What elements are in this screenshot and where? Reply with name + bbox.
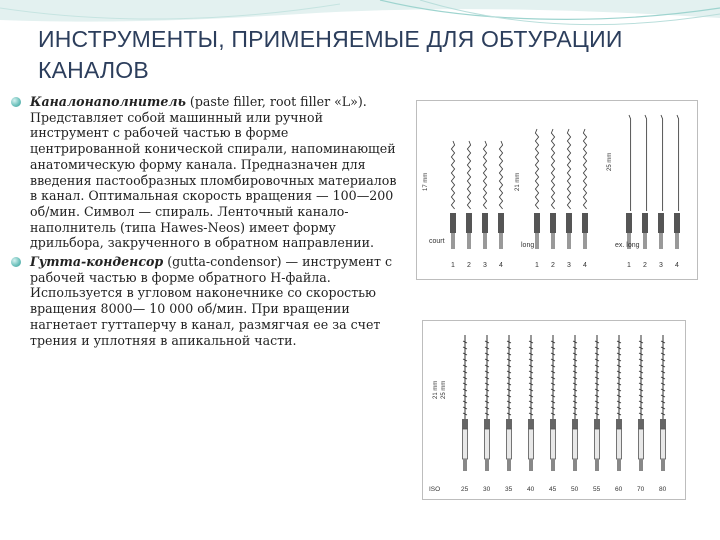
root-filler-instrument [498, 141, 504, 249]
number-label: 3 [659, 262, 663, 269]
number-label: 3 [567, 262, 571, 269]
gutta-condensor-instrument [616, 335, 622, 471]
iso-size: 40 [527, 486, 535, 493]
term-root-filler: Каналонаполнитель [30, 94, 186, 109]
gutta-condensor-instrument [572, 335, 578, 471]
root-filler-instrument [582, 129, 588, 249]
root-filler-instrument [482, 141, 488, 249]
gutta-condensor-instrument [660, 335, 666, 471]
list-item [10, 254, 402, 348]
iso-size: 25 [461, 486, 469, 493]
gutta-condensor-instrument [594, 335, 600, 471]
root-filler-instrument [658, 115, 664, 249]
root-filler-drawing [417, 101, 697, 279]
measure-21mm: 21 mm [433, 380, 439, 399]
measure-17mm: 17 mm [423, 172, 429, 191]
measure-25mm: 25 mm [441, 380, 447, 399]
iso-size: 45 [549, 486, 557, 493]
iso-size: 55 [593, 486, 601, 493]
number-label: 4 [583, 262, 587, 269]
root-filler-instrument [550, 129, 556, 249]
slide-body [10, 94, 402, 351]
root-filler-illustration [416, 100, 698, 280]
iso-size: 70 [637, 486, 645, 493]
root-filler-instrument [626, 115, 632, 249]
label-court: court [429, 238, 445, 245]
number-label: 4 [499, 262, 503, 269]
label-long: long [521, 242, 535, 249]
iso-size: 35 [505, 486, 513, 493]
gutta-condensor-instrument [638, 335, 644, 471]
iso-label: ISO [429, 486, 441, 493]
root-filler-instrument [450, 141, 456, 249]
gutta-condensor-drawing [423, 321, 685, 499]
gutta-condensor-instrument [528, 335, 534, 471]
gutta-condensor-instrument [484, 335, 490, 471]
root-filler-instrument [642, 115, 648, 249]
gutta-condensor-illustration [422, 320, 686, 500]
description-root-filler: (paste filler, root filler «L»). Представляет собой машинный или ручной инструмент с рабочей частью в форме центрированной конической спирали, напоминающей анатомическую форму канала. Предназначен для введения пастообразных пломбировочных материалов в канал. Оптимальная скорость вращения — 100—200 об/мин. Символ — спираль. Ленточный канало-наполнитель (типа Hawes-Neos) имеет форму дрильбора, закрученного в обратном направлении. [30, 94, 397, 251]
gutta-condensor-instrument [506, 335, 512, 471]
gutta-condensor-instrument [550, 335, 556, 471]
measure-25mm: 25 mm [607, 152, 613, 171]
number-label: 1 [627, 262, 631, 269]
number-label: 2 [643, 262, 647, 269]
term-gutta-condensor: Гутта-конденсор [30, 254, 164, 270]
iso-size: 60 [615, 486, 623, 493]
bullet-icon [11, 97, 21, 107]
number-label: 3 [483, 262, 487, 269]
root-filler-instrument [466, 141, 472, 249]
number-label: 1 [535, 262, 539, 269]
gutta-condensor-instruments [462, 335, 666, 471]
instrument-numbers [451, 262, 679, 269]
root-filler-instrument [534, 129, 540, 249]
iso-size: 50 [571, 486, 579, 493]
root-filler-instruments [450, 115, 680, 249]
iso-size: 30 [483, 486, 491, 493]
slide-title: ИНСТРУМЕНТЫ, ПРИМЕНЯЕМЫЕ ДЛЯ ОБТУРАЦИИ КАНАЛОВ [38, 26, 623, 83]
number-label: 2 [467, 262, 471, 269]
measure-21mm: 21 mm [515, 172, 521, 191]
root-filler-instrument [674, 115, 680, 249]
number-label: 1 [451, 262, 455, 269]
gutta-condensor-instrument [462, 335, 468, 471]
number-label: 4 [675, 262, 679, 269]
number-label: 2 [551, 262, 555, 269]
description-gutta-condensor: (gutta-condensor) — инструмент с рабочей частью в форме обратного Н-файла. Используется в угловом наконечнике со скоростью вращения 8000— 10 000 об/мин. При вращении нагнетает гуттаперчу в канал, размягчая ее за счет трения и уплотняя в апикальной части. [30, 254, 393, 348]
root-filler-instrument [566, 129, 572, 249]
label-ex-long: ex. long [615, 242, 640, 249]
list-item [10, 94, 402, 251]
iso-size: 80 [659, 486, 667, 493]
bullet-icon [11, 257, 21, 267]
iso-sizes [461, 486, 667, 493]
